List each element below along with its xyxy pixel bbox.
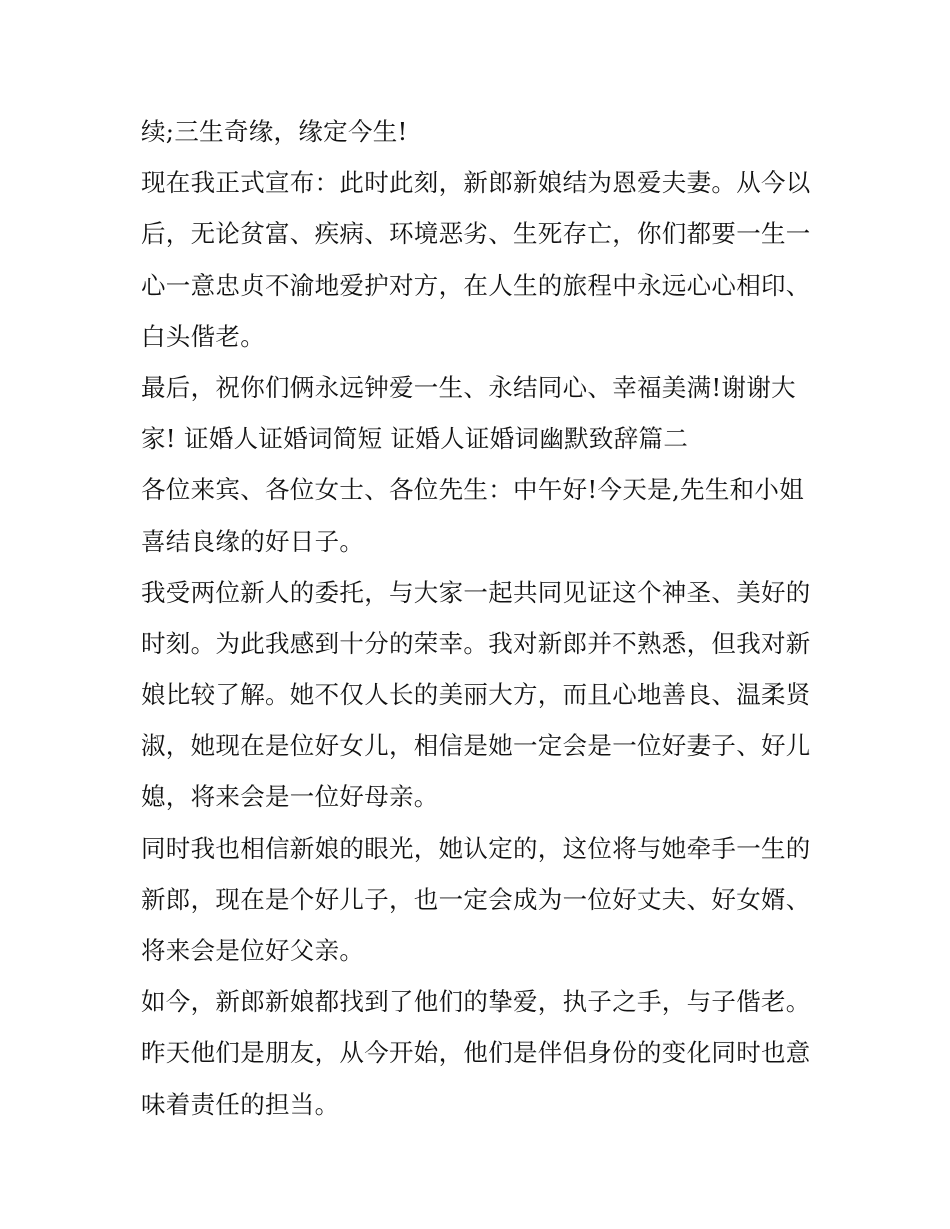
text-line: 味着责任的担当。 [141,1089,340,1119]
text-line: 家! 证婚人证婚词简短 证婚人证婚词幽默致辞篇二 [141,424,689,454]
text-line: 最后，祝你们俩永远钟爱一生、永结同心、幸福美满!谢谢大 [141,372,796,402]
text-line: 昨天他们是朋友，从今开始，他们是伴侣身份的变化同时也意 [141,1038,811,1068]
document-body [141,106,821,1130]
text-line: 娘比较了解。她不仅人长的美丽大方，而且心地善良、温柔贤 [141,680,811,710]
text-line: 白头偕老。 [141,321,265,351]
text-line: 新郎，现在是个好儿子，也一定会成为一位好丈夫、好女婿、 [141,884,811,914]
text-line: 各位来宾、各位女士、各位先生：中午好!今天是,先生和小姐 [141,475,805,505]
text-line: 现在我正式宣布：此时此刻，新郎新娘结为恩爱夫妻。从今以 [141,168,811,198]
text-line: 媳，将来会是一位好母亲。 [141,782,439,812]
text-line: 我受两位新人的委托，与大家一起共同见证这个神圣、美好的 [141,577,811,607]
text-line: 后，无论贫富、疾病、环境恶劣、生死存亡，你们都要一生一 [141,219,811,249]
text-line: 同时我也相信新娘的眼光，她认定的，这位将与她牵手一生的 [141,833,811,863]
text-line: 淑，她现在是位好女儿，相信是她一定会是一位好妻子、好儿 [141,731,811,761]
text-line: 喜结良缘的好日子。 [141,526,365,556]
text-line: 心一意忠贞不渝地爱护对方，在人生的旅程中永远心心相印、 [141,270,811,300]
text-line: 时刻。为此我感到十分的荣幸。我对新郎并不熟悉，但我对新 [141,628,811,658]
text-line: 如今，新郎新娘都找到了他们的挚爱，执子之手，与子偕老。 [141,987,811,1017]
text-line: 将来会是位好父亲。 [141,936,365,965]
text-line: 续;三生奇缘，缘定今生! [141,117,408,146]
